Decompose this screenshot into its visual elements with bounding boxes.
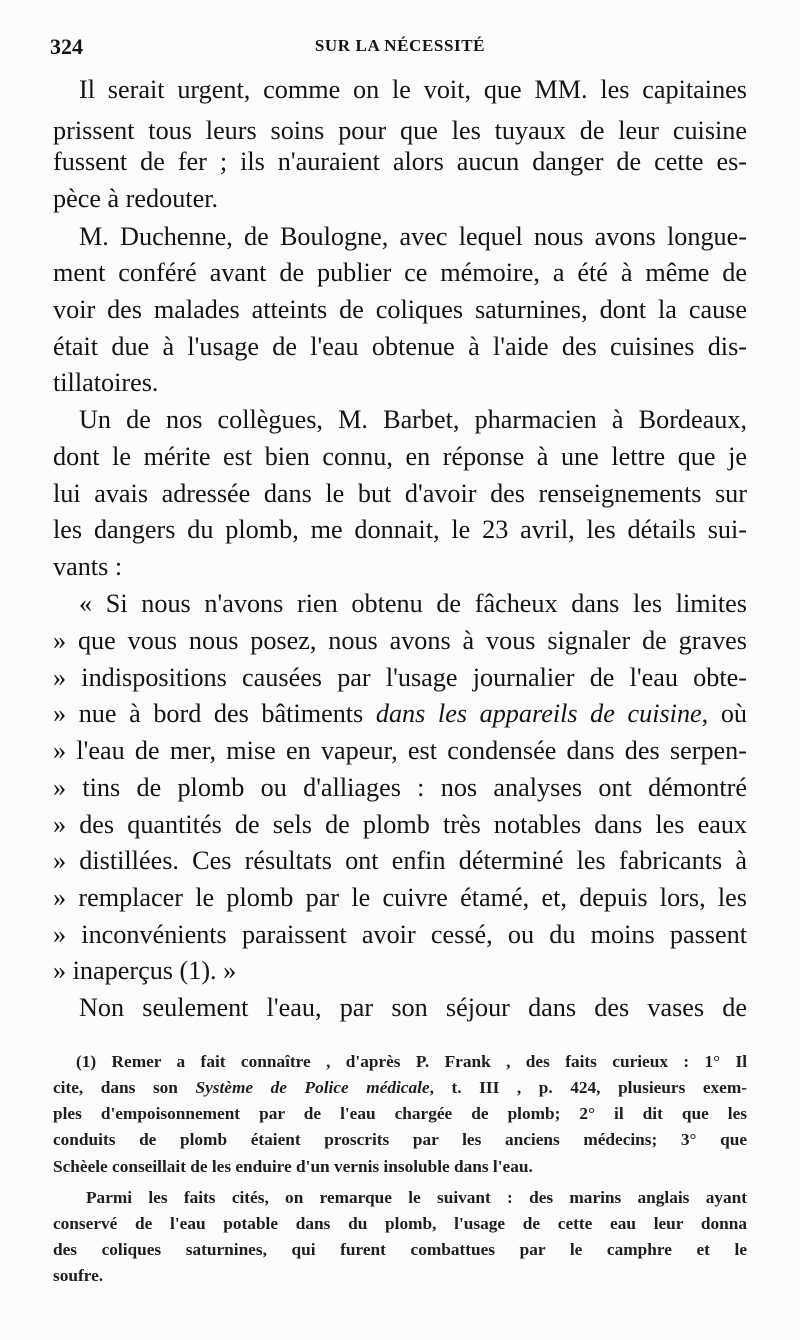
footnote-line xyxy=(53,1076,747,1100)
text-line: pèce à redouter. xyxy=(53,184,219,213)
text-line: Non seulement l'eau, par son séjour dans des vases de xyxy=(79,993,747,1022)
footnote-line: Parmi les faits cités, on remarque le suivant : des marins anglais ayant xyxy=(86,1188,747,1207)
footnote-line: conservé de l'eau potable dans du plomb, l'usage de cette eau leur donna xyxy=(53,1214,747,1233)
text-line: lui avais adressée dans le but d'avoir des renseignements sur xyxy=(53,479,747,508)
quote-line: » inconvénients paraissent avoir cessé, ou du moins passent xyxy=(53,920,747,949)
text-line: fussent de fer ; ils n'auraient alors aucun danger de cette es- xyxy=(53,147,747,176)
text-line: vants : xyxy=(53,552,123,581)
footnote-italic-title: Système de Police médicale xyxy=(195,1078,430,1097)
quote-line: » l'eau de mer, mise en vapeur, est condensée dans des serpen- xyxy=(53,736,747,765)
page-header xyxy=(50,34,750,58)
quote-line: » indispositions causées par l'usage journalier de l'eau obte- xyxy=(53,663,747,692)
text-line: prissent tous leurs soins pour que les tuyaux de leur cuisine xyxy=(53,116,747,145)
text-line: voir des malades atteints de coliques saturnines, dont la cause xyxy=(53,295,747,324)
footnote-line: soufre. xyxy=(53,1266,104,1285)
text-line: ment conféré avant de publier ce mémoire, a été à même de xyxy=(53,258,747,287)
quote-line: » que vous nous posez, nous avons à vous signaler de graves xyxy=(53,626,747,655)
quote-line-end: , où xyxy=(701,699,748,728)
footnote-line-start: cite, dans son xyxy=(53,1078,196,1097)
quote-line: » remplacer le plomb par le cuivre étamé, et, depuis lors, les xyxy=(53,883,747,912)
footnote-line: des coliques saturnines, qui furent combattues par le camphre et le xyxy=(53,1240,747,1259)
running-title: SUR LA NÉCESSITÉ xyxy=(314,36,486,55)
quote-line: » distillées. Ces résultats ont enfin déterminé les fabricants à xyxy=(53,846,747,875)
text-line: Un de nos collègues, M. Barbet, pharmacien à Bordeaux, xyxy=(79,405,747,434)
footnote-line-end: , t. III , p. 424, plusieurs exem- xyxy=(429,1078,748,1097)
text-line: les dangers du plomb, me donnait, le 23 avril, les détails sui- xyxy=(53,515,747,544)
text-line: dont le mérite est bien connu, en réponse à une lettre que je xyxy=(53,442,747,471)
footnote-line: ples d'empoisonnement par de l'eau chargée de plomb; 2° il dit que les xyxy=(53,1104,747,1123)
quote-line: » inaperçus (1). » xyxy=(53,956,237,985)
quote-line: « Si nous n'avons rien obtenu de fâcheux dans les limites xyxy=(79,589,747,618)
footnote-line: (1) Remer a fait connaître , d'après P. Frank , des faits curieux : 1° Il xyxy=(76,1052,747,1071)
text-line: Il serait urgent, comme on le voit, que MM. les capitaines xyxy=(79,75,747,104)
italic-phrase: dans les appareils de cuisine xyxy=(375,699,702,728)
text-line: M. Duchenne, de Boulogne, avec lequel nous avons longue- xyxy=(79,222,747,251)
text-line: était due à l'usage de l'eau obtenue à l'aide des cuisines dis- xyxy=(53,332,747,361)
text-line: tillatoires. xyxy=(53,368,159,397)
quote-line xyxy=(53,699,747,729)
footnote-line: conduits de plomb étaient proscrits par les anciens médecins; 3° que xyxy=(53,1130,747,1149)
footnote-line: Schèele conseillait de les enduire d'un vernis insoluble dans l'eau. xyxy=(53,1157,533,1176)
quote-line: » des quantités de sels de plomb très notables dans les eaux xyxy=(53,810,747,839)
quote-line: » tins de plomb ou d'alliages : nos analyses ont démontré xyxy=(53,773,747,802)
quote-line-start: » nue à bord des bâtiments xyxy=(53,699,376,728)
page-number: 324 xyxy=(50,34,83,59)
